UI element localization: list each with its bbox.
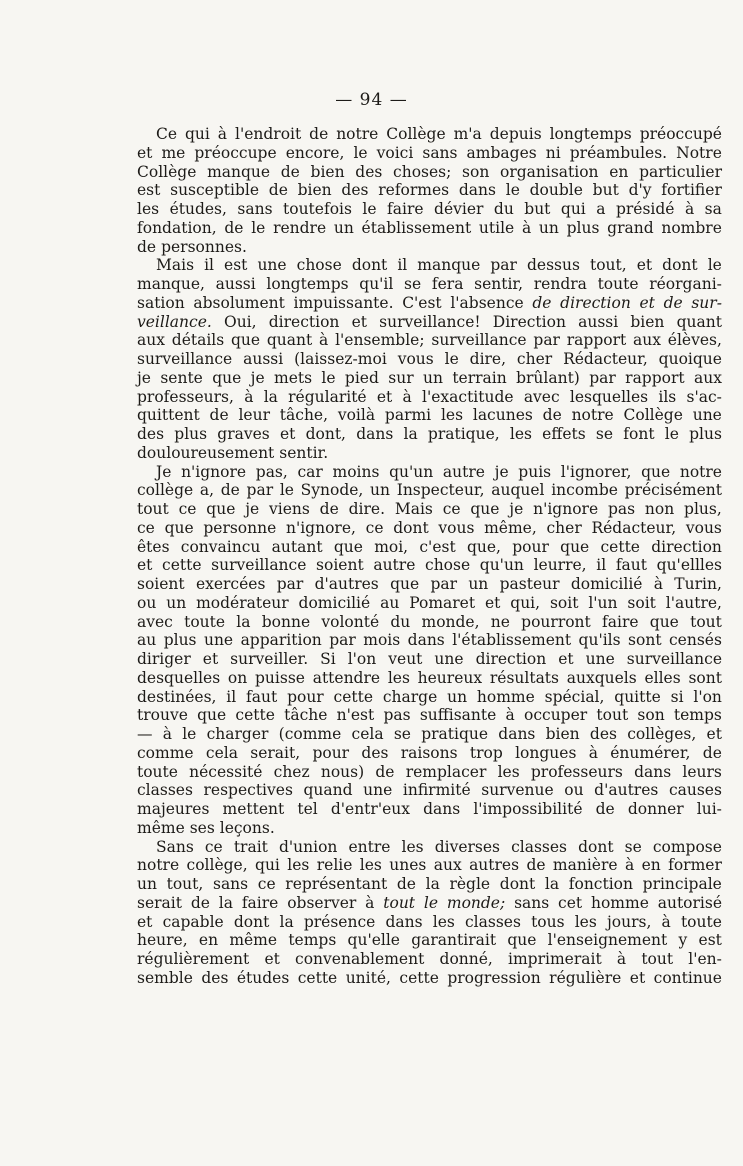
text-line: quittent de leur tâche, voilà parmi les lacunes de notre Collège une [137,406,722,425]
text-line: desquelles on puisse attendre les heureux résultats auxquels elles sont [137,668,722,687]
text-line: un tout, sans ce représentant de la règle dont la fonction principale [137,875,722,893]
text-line: Je n'ignore pas, car moins qu'un autre je puis l'ignorer, que notre [156,462,722,481]
text-line: ou un modérateur domicilié au Pomaret et qui, soit l'un soit l'autre, [137,593,722,612]
text-line: aux détails que quant à l'ensemble; surveillance par rapport aux élèves, [137,331,722,350]
text-line: des plus graves et dont, dans la pratique, les effets se font le plus [137,425,722,443]
text-line: régulièrement et convenablement donné, imprimerait à tout l'en- [137,950,722,968]
text-line: Ce qui à l'endroit de notre Collège m'a depuis longtemps préoccupé [156,125,722,143]
text-line: Sans ce trait d'union entre les diverses classes dont se compose [156,837,722,856]
text-line: au plus une apparition par mois dans l'établissement qu'ils sont censés [137,631,722,650]
body-text [137,125,722,988]
text-line: professeurs, à la régularité et à l'exactitude avec lesquelles ils s'ac- [137,387,722,406]
text-line: de personnes. [137,237,247,256]
text-line: soient exercées par d'autres que par un pasteur domicilié à Turin, [137,575,722,593]
text-line: trouve que cette tâche n'est pas suffisante à occuper tout son temps [137,706,722,725]
text-line: Mais il est une chose dont il manque par dessus tout, et dont le [156,256,722,275]
page-number: — 94 — [335,90,408,110]
text-line: collège a, de par le Synode, un Inspecteur, auquel incombe précisément [137,481,722,500]
text-line: même ses leçons. [137,818,275,837]
text-line: est susceptible de bien des reformes dans le double but d'y fortifier [137,181,722,200]
text-line: majeures mettent tel d'entr'eux dans l'impossibilité de donner lui- [137,800,722,818]
text-line: manque, aussi longtemps qu'il se fera sentir, rendra toute réorgani- [137,275,722,293]
text-line: veillance. Oui, direction et surveillance! Direction aussi bien quant [137,312,722,331]
text-line: sation absolument impuissante. C'est l'absence de direction et de sur- [137,293,722,312]
text-line: diriger et surveiller. Si l'on veut une direction et une surveillance [137,650,722,668]
text-line: semble des études cette unité, cette progression régulière et continue [137,968,722,987]
text-line: et cette surveillance soient autre chose qu'un leurre, il faut qu'ellles [137,556,722,575]
text-line: classes respectives quand une infirmité survenue ou d'autres causes [137,781,722,800]
text-line: Collège manque de bien des choses; son organisation en particulier [137,162,722,181]
text-line: destinées, il faut pour cette charge un homme spécial, quitte si l'on [137,687,722,706]
text-line: les études, sans toutefois le faire dévier du but qui a présidé à sa [137,200,722,218]
text-line: surveillance aussi (laissez-moi vous le dire, cher Rédacteur, quoique [137,350,722,368]
text-line: heure, en même temps qu'elle garantirait que l'enseignement y est [137,931,722,950]
text-line: serait de la faire observer à tout le monde; sans cet homme autorisé [137,893,722,912]
text-line: je sente que je mets le pied sur un terrain brûlant) par rapport aux [137,368,722,387]
text-line: — à le charger (comme cela se pratique dans bien des collèges, et [137,725,722,743]
text-line: tout ce que je viens de dire. Mais ce que je n'ignore pas non plus, [137,500,722,518]
text-line: ce que personne n'ignore, ce dont vous même, cher Rédacteur, vous [137,518,722,537]
text-line: êtes convaincu autant que moi, c'est que, pour que cette direction [137,537,722,556]
text-line: et me préoccupe encore, le voici sans ambages ni préambules. Notre [137,143,722,162]
text-line: avec toute la bonne volonté du monde, ne pourront faire que tout [137,612,722,631]
text-line: et capable dont la présence dans les classes tous les jours, à toute [137,912,722,931]
text-line: fondation, de le rendre un établissement utile à un plus grand nombre [137,218,722,237]
text-line: douloureusement sentir. [137,443,329,462]
text-line: toute nécessité chez nous) de remplacer les professeurs dans leurs [137,762,722,781]
text-line: comme cela serait, pour des raisons trop longues à énumérer, de [137,743,722,762]
text-line: notre collège, qui les relie les unes aux autres de manière à en former [137,856,722,875]
